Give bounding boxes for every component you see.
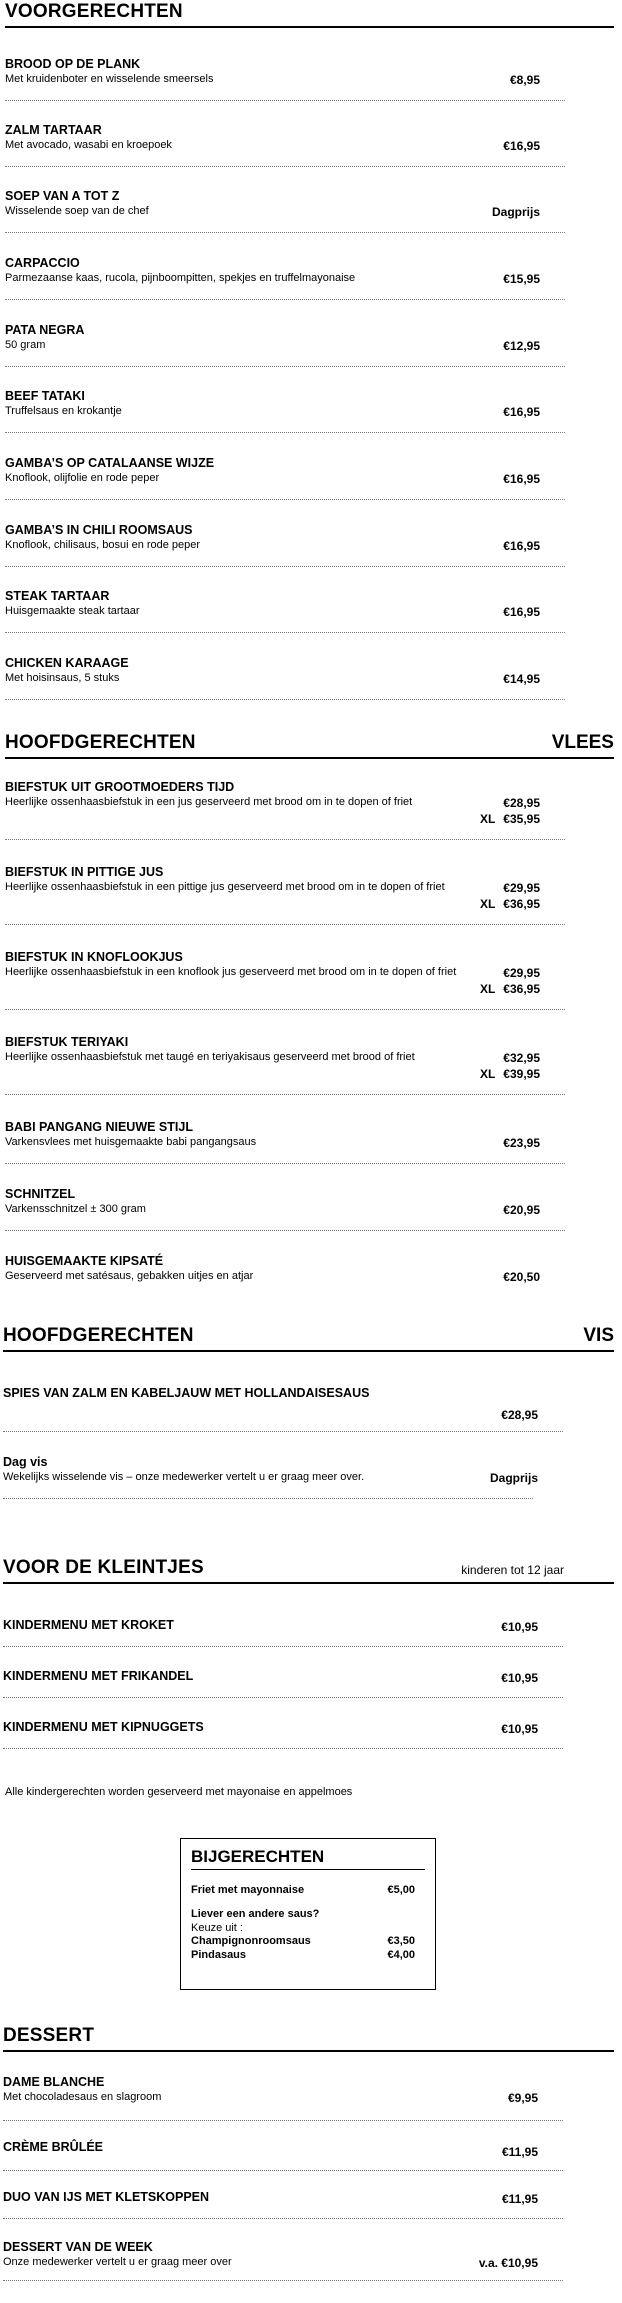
item-name: DUO VAN IJS MET KLETSKOPPEN bbox=[3, 2190, 210, 2204]
dotted-divider bbox=[5, 232, 565, 233]
item-name: BIEFSTUK TERIYAKI bbox=[5, 1035, 129, 1049]
item-price: €28,95 bbox=[503, 796, 540, 810]
dotted-divider bbox=[5, 632, 565, 633]
item-price: €11,95 bbox=[501, 2192, 538, 2206]
sauce-choice-text: Keuze uit : bbox=[191, 1922, 243, 1934]
item-price: €10,95 bbox=[501, 1722, 538, 1736]
dotted-divider bbox=[3, 1697, 563, 1698]
item-name: GAMBA’S IN CHILI ROOMSAUS bbox=[5, 523, 193, 537]
item-price: €32,95 bbox=[503, 1051, 540, 1065]
sauce-question-text: Liever een andere saus? bbox=[191, 1908, 320, 1920]
section-note: kinderen tot 12 jaar bbox=[461, 1563, 564, 1577]
dessert-heading bbox=[3, 2025, 614, 2052]
section-subtitle: VIS bbox=[583, 1325, 614, 1346]
item-description: Heerlijke ossenhaasbiefstuk in een jus geserveerd met brood om in te dopen of friet bbox=[5, 796, 413, 808]
dotted-divider bbox=[3, 1748, 563, 1749]
item-description: Truffelsaus en krokantje bbox=[5, 405, 122, 417]
item-name: BIEFSTUK UIT GROOTMOEDERS TIJD bbox=[5, 780, 235, 794]
section-title: HOOFDGERECHTEN bbox=[5, 732, 196, 753]
item-name: BIEFSTUK IN KNOFLOOKJUS bbox=[5, 950, 183, 964]
item-name: BEEF TATAKI bbox=[5, 389, 85, 403]
item-description: Geserveerd met satésaus, gebakken uitjes en atjar bbox=[5, 1270, 254, 1282]
section-title: HOOFDGERECHTEN bbox=[3, 1325, 194, 1346]
item-name: CHICKEN KARAAGE bbox=[5, 656, 129, 670]
dotted-divider bbox=[5, 299, 565, 300]
dotted-divider bbox=[3, 2280, 563, 2281]
item-name: SPIES VAN ZALM EN KABELJAUW MET HOLLANDAISESAUS bbox=[3, 1386, 370, 1400]
item-description: Varkensschnitzel ± 300 gram bbox=[5, 1203, 146, 1215]
item-description: Knoflook, chilisaus, bosui en rode peper bbox=[5, 539, 201, 551]
side-dish-row bbox=[191, 1884, 425, 1898]
item-description: Knoflook, olijfolie en rode peper bbox=[5, 472, 160, 484]
item-price: €11,95 bbox=[501, 2145, 538, 2159]
item-name: SCHNITZEL bbox=[5, 1187, 76, 1201]
item-description: Met hoisinsaus, 5 stuks bbox=[5, 672, 120, 684]
dotted-divider bbox=[3, 2170, 563, 2171]
item-name: HUISGEMAAKTE KIPSATÉ bbox=[5, 1254, 164, 1268]
xl-label: XL bbox=[479, 897, 496, 911]
dotted-divider bbox=[5, 839, 565, 840]
item-price: €23,95 bbox=[503, 1136, 540, 1150]
item-price: €16,95 bbox=[503, 539, 540, 553]
dotted-divider bbox=[5, 499, 565, 500]
item-name: KINDERMENU MET KIPNUGGETS bbox=[3, 1720, 204, 1734]
hoofdgerechten-vlees-heading bbox=[5, 732, 614, 759]
xl-price: €36,95 bbox=[503, 897, 540, 911]
item-name: SOEP VAN A TOT Z bbox=[5, 189, 120, 203]
item-price-xl bbox=[480, 897, 540, 911]
item-description: Parmezaanse kaas, rucola, pijnboompitten, spekjes en truffelmayonaise bbox=[5, 272, 356, 284]
xl-price: €35,95 bbox=[503, 812, 540, 826]
section-title: DESSERT bbox=[3, 2025, 95, 2046]
item-description: Heerlijke ossenhaasbiefstuk met taugé en teriyakisaus geserveerd met brood of friet bbox=[5, 1051, 415, 1063]
section-title: VOORGERECHTEN bbox=[5, 1, 183, 22]
item-price: Dagprijs bbox=[491, 205, 540, 219]
item-price-xl bbox=[480, 812, 540, 826]
item-price: €16,95 bbox=[503, 405, 540, 419]
item-price: €28,95 bbox=[501, 1408, 538, 1422]
sauce-row bbox=[191, 1949, 425, 1963]
item-name: KINDERMENU MET FRIKANDEL bbox=[3, 1669, 194, 1683]
item-price: €8,95 bbox=[509, 73, 540, 87]
item-price-xl bbox=[480, 982, 540, 996]
dotted-divider bbox=[5, 432, 565, 433]
sauce-name: Pindasaus bbox=[191, 1949, 247, 1961]
item-price: €12,95 bbox=[503, 339, 540, 353]
item-price: €29,95 bbox=[503, 881, 540, 895]
item-price: €10,95 bbox=[501, 1671, 538, 1685]
dotted-divider bbox=[3, 1646, 563, 1647]
item-name: STEAK TARTAAR bbox=[5, 589, 110, 603]
item-description: Heerlijke ossenhaasbiefstuk in een pittige jus geserveerd met brood om in te dopen of friet bbox=[5, 881, 445, 893]
dotted-divider bbox=[3, 1498, 533, 1499]
dotted-divider bbox=[5, 699, 565, 700]
item-price: €9,95 bbox=[507, 2091, 538, 2105]
dotted-divider bbox=[3, 2218, 563, 2219]
hoofdgerechten-vis-heading bbox=[3, 1325, 614, 1352]
sauce-choice-label bbox=[191, 1922, 425, 1935]
item-description: Varkensvlees met huisgemaakte babi pangangsaus bbox=[5, 1136, 257, 1148]
item-name: KINDERMENU MET KROKET bbox=[3, 1618, 174, 1632]
item-price: €14,95 bbox=[503, 672, 540, 686]
dotted-divider bbox=[5, 100, 565, 101]
dotted-divider bbox=[5, 1163, 565, 1164]
xl-label: XL bbox=[479, 812, 496, 826]
item-name: DESSERT VAN DE WEEK bbox=[3, 2240, 153, 2254]
kleintjes-heading bbox=[3, 1557, 614, 1584]
item-price: €16,95 bbox=[503, 605, 540, 619]
sauce-price: €3,50 bbox=[387, 1935, 415, 1947]
item-name: CARPACCIO bbox=[5, 256, 80, 270]
item-price: €20,50 bbox=[503, 1270, 540, 1284]
item-name: GAMBA’S OP CATALAANSE WIJZE bbox=[5, 456, 215, 470]
item-description: Met avocado, wasabi en kroepoek bbox=[5, 139, 172, 151]
dotted-divider bbox=[5, 366, 565, 367]
item-name: BABI PANGANG NIEUWE STIJL bbox=[5, 1120, 193, 1134]
dotted-divider bbox=[5, 1230, 565, 1231]
item-price: €16,95 bbox=[503, 139, 540, 153]
sauce-price: €4,00 bbox=[387, 1949, 415, 1961]
dotted-divider bbox=[5, 1009, 565, 1010]
item-name: DAME BLANCHE bbox=[3, 2075, 105, 2089]
item-price: v.a. €10,95 bbox=[478, 2256, 538, 2270]
item-price: €10,95 bbox=[501, 1620, 538, 1634]
xl-price: €39,95 bbox=[503, 1067, 540, 1081]
dotted-divider bbox=[5, 1094, 565, 1095]
side-dish-name: Friet met mayonnaise bbox=[191, 1884, 305, 1896]
bijgerechten-box bbox=[180, 1838, 436, 1990]
xl-price: €36,95 bbox=[503, 982, 540, 996]
sauce-row bbox=[191, 1935, 425, 1949]
item-price-xl bbox=[480, 1067, 540, 1081]
item-description: Wekelijks wisselende vis – onze medewerker vertelt u er graag meer over. bbox=[3, 1471, 365, 1483]
dotted-divider bbox=[5, 924, 565, 925]
section-title: VOOR DE KLEINTJES bbox=[3, 1557, 204, 1578]
sauce-question bbox=[191, 1908, 425, 1922]
item-price: €20,95 bbox=[503, 1203, 540, 1217]
item-name: PATA NEGRA bbox=[5, 323, 85, 337]
item-price: Dagprijs bbox=[489, 1471, 538, 1485]
item-price: €29,95 bbox=[503, 966, 540, 980]
sauce-name: Champignonroomsaus bbox=[191, 1935, 311, 1947]
item-name: Dag vis bbox=[3, 1455, 48, 1469]
item-description: Wisselende soep van de chef bbox=[5, 205, 149, 217]
item-name: ZALM TARTAAR bbox=[5, 123, 102, 137]
dotted-divider bbox=[5, 166, 565, 167]
xl-label: XL bbox=[479, 1067, 496, 1081]
voorgerechten-heading bbox=[5, 1, 614, 28]
item-description: Onze medewerker vertelt u er graag meer over bbox=[3, 2256, 232, 2268]
item-name: BROOD OP DE PLANK bbox=[5, 57, 141, 71]
item-description: Met kruidenboter en wisselende smeersels bbox=[5, 73, 214, 85]
bijgerechten-title: BIJGERECHTEN bbox=[191, 1847, 425, 1870]
dotted-divider bbox=[3, 2120, 563, 2121]
item-name: CRÈME BRÛLÉE bbox=[3, 2140, 104, 2154]
item-price: €15,95 bbox=[503, 272, 540, 286]
item-name: BIEFSTUK IN PITTIGE JUS bbox=[5, 865, 164, 879]
xl-label: XL bbox=[479, 982, 496, 996]
kids-footer-note: Alle kindergerechten worden geserveerd met mayonaise en appelmoes bbox=[5, 1786, 353, 1798]
item-description: Met chocoladesaus en slagroom bbox=[3, 2091, 162, 2103]
item-description: Heerlijke ossenhaasbiefstuk in een knoflook jus geserveerd met brood om in te dopen of friet bbox=[5, 966, 457, 978]
section-subtitle: VLEES bbox=[551, 732, 614, 753]
item-price: €16,95 bbox=[503, 472, 540, 486]
item-description: 50 gram bbox=[5, 339, 46, 351]
side-dish-price: €5,00 bbox=[387, 1884, 415, 1896]
item-description: Huisgemaakte steak tartaar bbox=[5, 605, 140, 617]
dotted-divider bbox=[3, 1431, 563, 1432]
dotted-divider bbox=[5, 566, 565, 567]
